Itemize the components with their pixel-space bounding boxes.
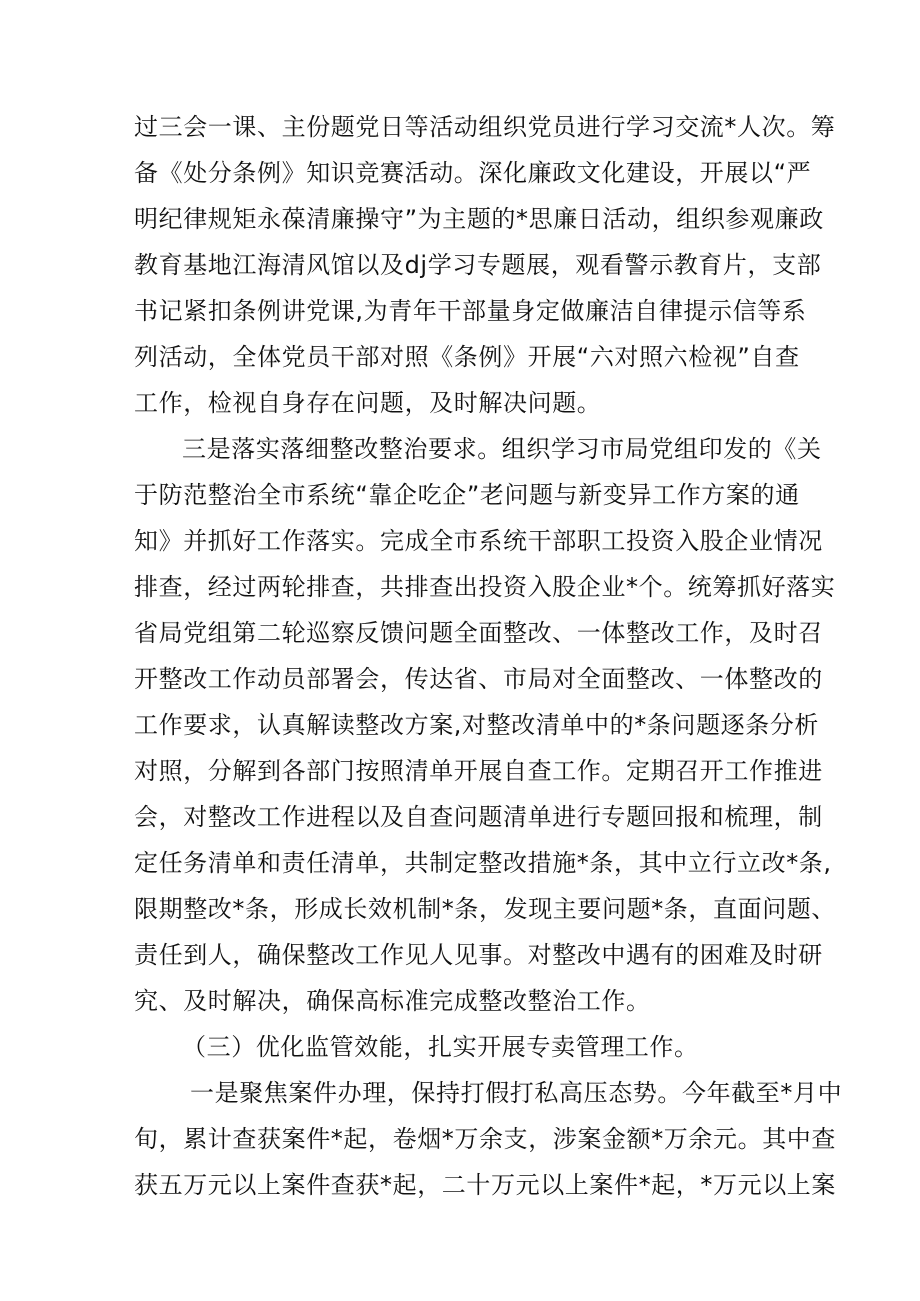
text-line: 教育基地江海清风馆以及dj学习专题展，观看警示教育片，支部 bbox=[134, 251, 822, 279]
text-line: 旬，累计查获案件*起，卷烟*万余支，涉案金额*万余元。其中查 bbox=[134, 1125, 836, 1153]
text-line: 书记紧扣条例讲党课,为青年干部量身定做廉洁自律提示信等系 bbox=[134, 297, 807, 325]
body-text bbox=[134, 104, 843, 1208]
text-line: 知》并抓好工作落实。完成全市系统干部职工投资入股企业情况 bbox=[134, 527, 823, 555]
text-line: 过三会一课、主份题党日等活动组织党员进行学习交流*人次。筹 bbox=[134, 113, 836, 141]
paragraph-start-line: 三是落实落细整改整治要求。组织学习市局党组印发的《关 bbox=[182, 435, 822, 463]
text-line: 于防范整治全市系统“靠企吃企”老问题与新变异工作方案的通 bbox=[134, 481, 800, 509]
text-line: 开整改工作动员部署会，传达省、市局对全面整改、一体整改的 bbox=[134, 665, 823, 693]
text-line: 备《处分条例》知识竞赛活动。深化廉政文化建设，开展以“严 bbox=[134, 159, 812, 187]
text-line: 工作，检视自身存在问题，及时解决问题。 bbox=[134, 389, 602, 417]
paragraph-start-line: 一是聚焦案件办理，保持打假打私高压态势。今年截至*月中 bbox=[190, 1079, 843, 1107]
text-line: 定任务清单和责任清单，共制定整改措施*条，其中立行立改*条, bbox=[134, 849, 832, 877]
text-line: 明纪律规矩永葆清廉操守”为主题的*思廉日活动，组织参观廉政 bbox=[134, 205, 824, 233]
text-line: 对照，分解到各部门按照清单开展自查工作。定期召开工作推进 bbox=[134, 757, 823, 785]
text-line: 工作要求，认真解读整改方案,对整改清单中的*条问题逐条分析 bbox=[134, 711, 820, 739]
text-line: 会，对整改工作进程以及自查问题清单进行专题回报和梳理，制 bbox=[134, 803, 823, 831]
text-line: 获五万元以上案件查获*起，二十万元以上案件*起，*万元以上案 bbox=[134, 1171, 836, 1199]
text-line: 责任到人，确保整改工作见人见事。对整改中遇有的困难及时研 bbox=[134, 941, 823, 969]
section-heading: （三）优化监管效能，扎实开展专卖管理工作。 bbox=[182, 1033, 699, 1061]
text-line: 排查，经过两轮排查，共排查出投资入股企业*个。统筹抓好落实 bbox=[134, 573, 836, 601]
text-line: 限期整改*条，形成长效机制*条，发现主要问题*条，直面问题、 bbox=[134, 895, 836, 923]
text-line: 省局党组第二轮巡察反馈问题全面整改、一体整改工作，及时召 bbox=[134, 619, 823, 647]
text-line: 究、及时解决，确保高标准完成整改整治工作。 bbox=[134, 987, 651, 1015]
text-line: 列活动，全体党员干部对照《条例》开展“六对照六检视”自查 bbox=[134, 343, 800, 371]
